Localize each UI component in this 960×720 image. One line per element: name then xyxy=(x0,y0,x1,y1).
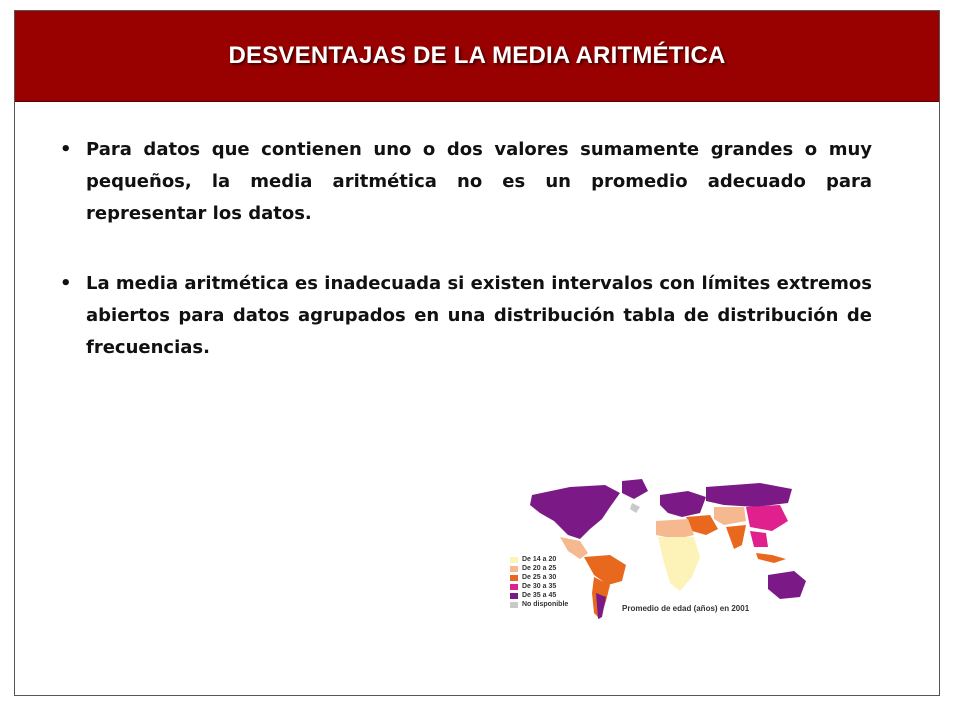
legend-item xyxy=(510,564,590,573)
greenland-region xyxy=(622,479,648,499)
bullet-text: La media aritmética es inadecuada si existen intervalos con límites extremos abiertos para datos agrupados en una distribución tabla de distribución de frecuencias. xyxy=(86,273,872,358)
legend-label: De 25 a 30 xyxy=(522,574,557,581)
legend-swatch xyxy=(510,593,518,599)
legend-item xyxy=(510,591,590,600)
bullet-marker: • xyxy=(60,273,72,294)
legend-label: De 14 a 20 xyxy=(522,556,557,563)
indonesia-region xyxy=(756,553,786,563)
map-legend xyxy=(510,555,590,609)
australia-region xyxy=(768,571,806,599)
legend-swatch xyxy=(510,575,518,581)
india-region xyxy=(726,525,746,549)
china-region xyxy=(746,505,788,531)
russia-region xyxy=(706,483,792,507)
legend-label: De 35 a 45 xyxy=(522,592,557,599)
no-data-region xyxy=(630,503,640,513)
europe-region xyxy=(660,491,706,517)
map-caption: Promedio de edad (años) en 2001 xyxy=(622,604,750,613)
legend-label: No disponible xyxy=(522,601,569,608)
slide-title: DESVENTAJAS DE LA MEDIA ARITMÉTICA xyxy=(228,42,726,69)
southeast-asia-region xyxy=(750,531,768,547)
bullet-list xyxy=(60,134,872,402)
legend-item xyxy=(510,600,590,609)
legend-swatch xyxy=(510,566,518,572)
legend-swatch xyxy=(510,602,518,608)
bullet-text: Para datos que contienen uno o dos valores sumamente grandes o muy pequeños, la media aritmética no es un promedio adecuado para representar los datos. xyxy=(86,139,872,224)
legend-item xyxy=(510,582,590,591)
sub-saharan-africa-region xyxy=(658,537,700,591)
bullet-item xyxy=(60,134,872,230)
bullet-item xyxy=(60,268,872,364)
title-bar xyxy=(15,11,939,102)
south-america-north-region xyxy=(584,555,626,585)
bullet-marker: • xyxy=(60,139,72,160)
legend-swatch xyxy=(510,557,518,563)
legend-label: De 20 a 25 xyxy=(522,565,557,572)
legend-swatch xyxy=(510,584,518,590)
north-africa-region xyxy=(656,519,694,539)
legend-item xyxy=(510,555,590,564)
legend-label: De 30 a 35 xyxy=(522,583,557,590)
legend-item xyxy=(510,573,590,582)
central-asia-region xyxy=(714,507,746,525)
north-america-region xyxy=(530,485,620,539)
